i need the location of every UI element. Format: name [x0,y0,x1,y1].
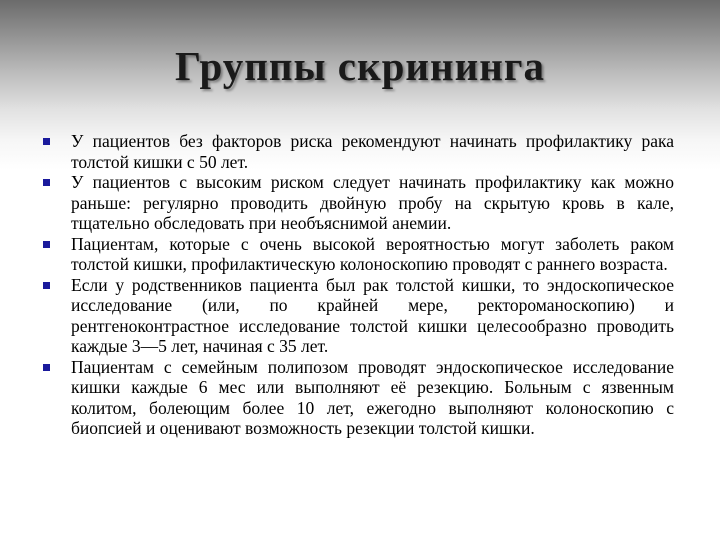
bullet-text: У пациентов с высоким риском следует начинать профилактику как можно раньше: регулярно проводить двойную пробу на скрытую кровь в кале, тщательно обследовать при необъяснимой анемии. [71,172,674,233]
square-bullet-icon [43,241,50,248]
bullet-list [40,131,674,439]
square-bullet-icon [43,282,50,289]
square-bullet-icon [43,138,50,145]
list-item [40,172,674,234]
slide-title: Группы скрининга [174,43,545,89]
list-item [40,234,674,275]
bullet-text: Пациентам с семейным полипозом проводят эндоскопическое исследование кишки каждые 6 мес или выполняют её резекцию. Больным с язвенным колитом, болеющим более 10 лет, ежегодно выполняют колоноскопию с биопсией и оценивают возможность резекции толстой кишки. [71,356,674,438]
square-bullet-icon [43,179,50,186]
list-item [40,131,674,172]
bullet-text: У пациентов без факторов риска рекомендуют начинать профилактику рака толстой кишки с 50 лет. [71,131,674,172]
square-bullet-icon [43,364,50,371]
bullet-text: Пациентам, которые с очень высокой вероятностью могут заболеть раком толстой кишки, профилактическую колоноскопию проводят с раннего возраста. [71,233,674,274]
bullet-text: Если у родственников пациента был рак толстой кишки, то эндоскопическое исследование (или, по крайней мере, ректороманоскопию) и рентгеноконтрастное исследование толстой кишки целесообразно проводить каждые 3—5 лет, начиная с 35 лет. [71,274,674,356]
list-item [40,275,674,357]
list-item [40,357,674,439]
